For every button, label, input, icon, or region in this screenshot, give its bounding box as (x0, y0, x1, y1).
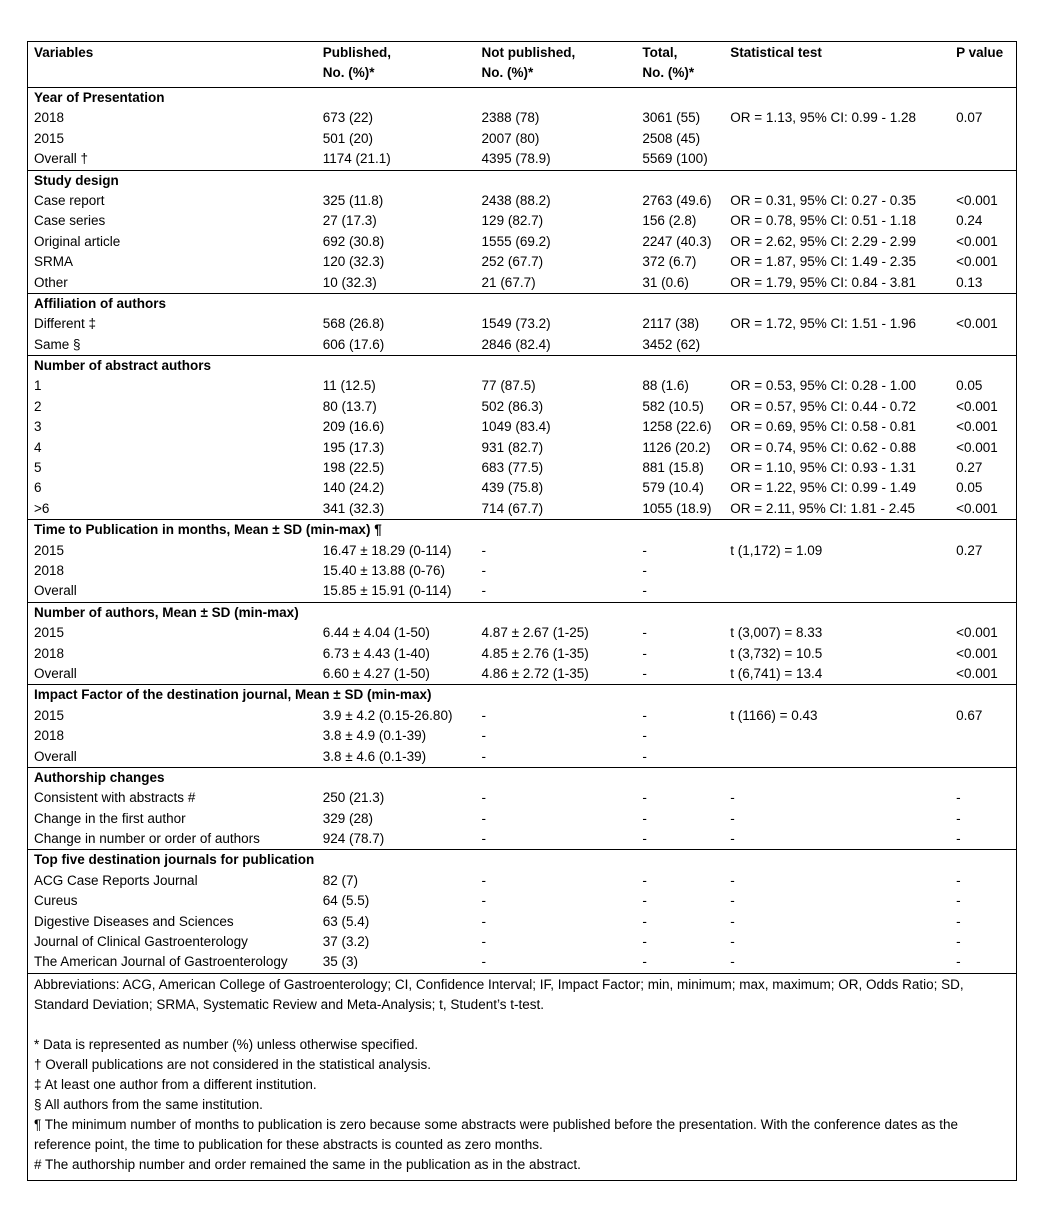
p-value-cell: <0.001 (956, 500, 998, 516)
p-value-cell: 0.24 (956, 213, 983, 229)
footnote-item: # The authorship number and order remained the same in the publication as in the abstract. (34, 1156, 581, 1172)
p-value-cell: - (956, 872, 961, 888)
table-section (28, 768, 1016, 851)
statistical-test-cell: OR = 0.69, 95% CI: 0.58 - 0.81 (730, 419, 917, 435)
p-value-cell: <0.001 (956, 316, 998, 332)
results-table (27, 41, 1017, 1181)
published-cell: 27 (17.3) (322, 213, 377, 229)
statistical-test-cell: OR = 1.72, 95% CI: 1.51 - 1.96 (730, 316, 917, 332)
published-cell: 6.73 ± 4.43 (1-40) (322, 645, 430, 661)
abbreviations-note: Abbreviations: ACG, American College of Gastroenterology; CI, Confidence Interval; IF, Impact Factor; min, minimum; max, maximum; OR, Odds Ratio; SD, Standard Deviation; SRMA, Systematic Review and Meta-Analysis; t, Student’s t-test. (34, 976, 964, 1012)
p-value-cell: <0.001 (956, 419, 998, 435)
total-cell: 1126 (20.2) (642, 439, 711, 455)
variable-cell: 2018 (34, 110, 65, 126)
statistical-test-cell: OR = 2.11, 95% CI: 1.81 - 2.45 (730, 500, 916, 516)
table-section (28, 171, 1016, 294)
statistical-test-cell (730, 335, 956, 355)
statistical-test-cell: OR = 0.53, 95% CI: 0.28 - 1.00 (730, 378, 917, 394)
not-published-cell: 714 (67.7) (481, 500, 544, 516)
published-cell: 1174 (21.1) (322, 151, 391, 167)
published-cell: 341 (32.3) (322, 500, 385, 516)
footnote-item: † Overall publications are not considered in the statistical analysis. (34, 1056, 431, 1072)
variable-cell: Same § (34, 336, 81, 352)
published-cell: 924 (78.7) (322, 831, 385, 847)
not-published-cell: 1549 (73.2) (481, 316, 551, 332)
table-row (28, 108, 1016, 128)
table-row (28, 211, 1016, 231)
p-value-cell (956, 581, 1016, 601)
p-value-cell: <0.001 (956, 233, 998, 249)
total-cell: - (642, 934, 647, 950)
table-row (28, 644, 1016, 664)
published-cell: 80 (13.7) (322, 398, 377, 414)
table-row (28, 561, 1016, 581)
total-cell: - (642, 954, 647, 970)
table-row (28, 581, 1016, 601)
p-value-cell: - (956, 913, 961, 929)
variable-cell: Consistent with abstracts # (34, 790, 196, 806)
table-row (28, 335, 1016, 355)
p-value-cell: - (956, 934, 961, 950)
published-cell: 15.85 ± 15.91 (0-114) (322, 583, 452, 599)
published-cell: 692 (30.8) (322, 233, 385, 249)
not-published-cell: - (481, 810, 487, 826)
total-cell: - (642, 562, 647, 578)
published-cell: 195 (17.3) (322, 439, 385, 455)
published-cell: 10 (32.3) (322, 274, 377, 290)
total-cell: - (642, 913, 647, 929)
header-statistical-test: Statistical test (730, 45, 822, 60)
table-row (28, 664, 1016, 684)
not-published-cell: 4395 (78.9) (481, 151, 551, 167)
not-published-cell: - (481, 583, 487, 599)
p-value-cell (956, 726, 1016, 746)
variable-cell: 2 (34, 398, 42, 414)
table-header (28, 42, 1016, 88)
table-row (28, 149, 1016, 169)
p-value-cell: - (956, 954, 961, 970)
published-cell: 6.60 ± 4.27 (1-50) (322, 665, 430, 681)
statistical-test-cell (730, 561, 956, 581)
published-cell: 3.8 ± 4.6 (0.1-39) (322, 748, 427, 764)
statistical-test-cell: - (730, 872, 735, 888)
table-footnotes (28, 974, 1016, 1175)
p-value-cell: <0.001 (956, 645, 998, 661)
published-cell: 3.8 ± 4.9 (0.1-39) (322, 728, 427, 744)
p-value-cell (956, 149, 1016, 169)
total-cell: 3452 (62) (642, 336, 701, 352)
table-row (28, 314, 1016, 334)
total-cell: 2763 (49.6) (642, 192, 712, 208)
not-published-cell: 931 (82.7) (481, 439, 544, 455)
p-value-cell: 0.13 (956, 274, 983, 290)
variable-cell: Overall (34, 583, 77, 599)
statistical-test-cell: - (730, 790, 735, 806)
not-published-cell: 439 (75.8) (481, 480, 544, 496)
table-section (28, 603, 1016, 686)
variable-cell: 1 (34, 378, 42, 394)
variable-cell: Digestive Diseases and Sciences (34, 913, 234, 929)
footnote-list (34, 1035, 1010, 1175)
p-value-cell: 0.05 (956, 480, 983, 496)
statistical-test-cell: OR = 1.13, 95% CI: 0.99 - 1.28 (730, 110, 917, 126)
table-row (28, 252, 1016, 272)
table-row (28, 478, 1016, 498)
published-cell: 198 (22.5) (322, 460, 385, 476)
header-variables: Variables (34, 45, 94, 60)
not-published-cell: - (481, 542, 487, 558)
table-row (28, 809, 1016, 829)
variable-cell: Cureus (34, 893, 78, 909)
variable-cell: 2015 (34, 542, 65, 558)
published-cell: 501 (20) (322, 130, 373, 146)
p-value-cell: 0.67 (956, 707, 983, 723)
not-published-cell: - (481, 562, 487, 578)
variable-cell: Case series (34, 213, 106, 229)
total-cell: - (642, 748, 647, 764)
variable-cell: Overall (34, 748, 77, 764)
not-published-cell: - (481, 728, 487, 744)
statistical-test-cell: - (730, 934, 735, 950)
published-cell: 16.47 ± 18.29 (0-114) (322, 542, 452, 558)
total-cell: - (642, 790, 647, 806)
p-value-cell: 0.07 (956, 110, 983, 126)
p-value-cell: - (956, 790, 961, 806)
p-value-cell (956, 335, 1016, 355)
total-cell: 3061 (55) (642, 110, 701, 126)
not-published-cell: 2438 (88.2) (481, 192, 551, 208)
header-not-published (482, 42, 643, 87)
published-cell: 3.9 ± 4.2 (0.15-26.80) (322, 707, 453, 723)
not-published-cell: - (481, 954, 487, 970)
total-cell: 1258 (22.6) (642, 419, 712, 435)
p-value-cell: <0.001 (956, 439, 998, 455)
statistical-test-cell: t (3,007) = 8.33 (730, 625, 823, 641)
total-cell: 2247 (40.3) (642, 233, 712, 249)
variable-cell: Change in the first author (34, 810, 186, 826)
variable-cell: ACG Case Reports Journal (34, 872, 198, 888)
table-row (28, 191, 1016, 211)
statistical-test-cell: OR = 1.22, 95% CI: 0.99 - 1.49 (730, 480, 917, 496)
table-row (28, 623, 1016, 643)
statistical-test-cell: t (1,172) = 1.09 (730, 542, 823, 558)
table-row (28, 952, 1016, 972)
variable-cell: 2015 (34, 625, 65, 641)
header-published-label: Published, (322, 45, 391, 60)
p-value-cell: <0.001 (956, 398, 998, 414)
p-value-cell: 0.05 (956, 378, 983, 394)
statistical-test-cell: OR = 1.10, 95% CI: 0.93 - 1.31 (730, 460, 917, 476)
header-total (642, 42, 730, 87)
published-cell: 250 (21.3) (322, 790, 385, 806)
header-total-label: Total, (642, 45, 678, 60)
total-cell: 881 (15.8) (642, 460, 704, 476)
total-cell: 156 (2.8) (642, 213, 697, 229)
footnote-item: § All authors from the same institution. (34, 1096, 263, 1112)
published-cell: 82 (7) (322, 872, 358, 888)
total-cell: - (642, 893, 647, 909)
total-cell: - (642, 665, 647, 681)
header-p-value: P value (956, 45, 1004, 60)
statistical-test-cell: - (730, 954, 735, 970)
total-cell: - (642, 707, 647, 723)
not-published-cell: 4.85 ± 2.76 (1-35) (481, 645, 589, 661)
table-row (28, 829, 1016, 849)
variable-cell: Change in number or order of authors (34, 831, 260, 847)
total-cell: - (642, 645, 647, 661)
header-not-published-label: Not published, (481, 45, 576, 60)
variable-cell: 5 (34, 460, 42, 476)
statistical-test-cell: t (1166) = 0.43 (730, 707, 818, 723)
published-cell: 64 (5.5) (322, 893, 370, 909)
statistical-test-cell: OR = 1.87, 95% CI: 1.49 - 2.35 (730, 254, 917, 270)
section-title: Number of authors, Mean ± SD (min-max) (34, 604, 299, 620)
variable-cell: 2018 (34, 562, 65, 578)
not-published-cell: 2007 (80) (481, 130, 540, 146)
total-cell: 579 (10.4) (642, 480, 704, 496)
table-section (28, 356, 1016, 520)
table-row (28, 232, 1016, 252)
variable-cell: Original article (34, 233, 121, 249)
total-cell: 582 (10.5) (642, 398, 704, 414)
statistical-test-cell (730, 129, 956, 149)
total-cell: - (642, 583, 647, 599)
section-title: Authorship changes (34, 769, 165, 785)
footnote-item: * Data is represented as number (%) unless otherwise specified. (34, 1036, 419, 1052)
table-section (28, 520, 1016, 603)
statistical-test-cell: t (3,732) = 10.5 (730, 645, 823, 661)
header-published-sub: No. (%)* (322, 65, 375, 80)
total-cell: - (642, 542, 647, 558)
table-row (28, 706, 1016, 726)
variable-cell: Case report (34, 192, 105, 208)
published-cell: 37 (3.2) (322, 934, 370, 950)
variable-cell: 4 (34, 439, 42, 455)
published-cell: 120 (32.3) (322, 254, 385, 270)
variable-cell: 2015 (34, 707, 65, 723)
variable-cell: 2015 (34, 130, 65, 146)
total-cell: 2117 (38) (642, 316, 700, 332)
variable-cell: Overall (34, 665, 77, 681)
statistical-test-cell: - (730, 831, 735, 847)
section-title: Top five destination journals for publication (34, 852, 315, 868)
section-title: Affiliation of authors (34, 295, 166, 311)
p-value-cell: - (956, 810, 961, 826)
variable-cell: Different ‡ (34, 316, 97, 332)
not-published-cell: 4.86 ± 2.72 (1-35) (481, 665, 589, 681)
published-cell: 673 (22) (322, 110, 373, 126)
published-cell: 568 (26.8) (322, 316, 385, 332)
table-row (28, 788, 1016, 808)
statistical-test-cell (730, 581, 956, 601)
table-row (28, 417, 1016, 437)
statistical-test-cell (730, 149, 956, 169)
p-value-cell: - (956, 893, 961, 909)
table-row (28, 726, 1016, 746)
variable-cell: 6 (34, 480, 42, 496)
statistical-test-cell: OR = 0.57, 95% CI: 0.44 - 0.72 (730, 398, 917, 414)
table-row (28, 891, 1016, 911)
not-published-cell: 683 (77.5) (481, 460, 544, 476)
table-row (28, 747, 1016, 767)
published-cell: 329 (28) (322, 810, 373, 826)
not-published-cell: 1049 (83.4) (481, 419, 551, 435)
table-row (28, 871, 1016, 891)
total-cell: 31 (0.6) (642, 274, 689, 290)
total-cell: - (642, 625, 647, 641)
table-body (28, 88, 1016, 974)
table-row (28, 438, 1016, 458)
variable-cell: Journal of Clinical Gastroenterology (34, 934, 248, 950)
not-published-cell: 129 (82.7) (481, 213, 544, 229)
p-value-cell: <0.001 (956, 254, 998, 270)
statistical-test-cell: - (730, 893, 735, 909)
variable-cell: The American Journal of Gastroenterology (34, 954, 288, 970)
not-published-cell: 1555 (69.2) (481, 233, 551, 249)
not-published-cell: - (481, 790, 487, 806)
footnote-item: ‡ At least one author from a different institution. (34, 1076, 317, 1092)
total-cell: - (642, 810, 647, 826)
total-cell: - (642, 872, 647, 888)
statistical-test-cell: - (730, 810, 735, 826)
not-published-cell: 252 (67.7) (481, 254, 544, 270)
not-published-cell: - (481, 831, 487, 847)
header-not-published-sub: No. (%)* (481, 65, 534, 80)
table-section (28, 685, 1016, 768)
statistical-test-cell: OR = 0.78, 95% CI: 0.51 - 1.18 (730, 213, 917, 229)
not-published-cell: 502 (86.3) (481, 398, 544, 414)
published-cell: 325 (11.8) (322, 192, 384, 208)
published-cell: 11 (12.5) (322, 378, 376, 394)
statistical-test-cell: OR = 2.62, 95% CI: 2.29 - 2.99 (730, 233, 917, 249)
variable-cell: Other (34, 274, 68, 290)
variable-cell: 2018 (34, 728, 65, 744)
p-value-cell: 0.27 (956, 542, 983, 558)
total-cell: 372 (6.7) (642, 254, 697, 270)
header-total-sub: No. (%)* (642, 65, 695, 80)
published-cell: 63 (5.4) (322, 913, 370, 929)
section-title: Time to Publication in months, Mean ± SD (min-max) ¶ (34, 522, 382, 538)
not-published-cell: 77 (87.5) (481, 378, 536, 394)
variable-cell: 2018 (34, 645, 65, 661)
table-row (28, 129, 1016, 149)
footnote-item: ¶ The minimum number of months to publication is zero because some abstracts were published before the presentation. With the conference dates as the reference point, the time to publication for these abstracts is counted as zero months. (34, 1116, 958, 1152)
p-value-cell: - (956, 831, 961, 847)
not-published-cell: 21 (67.7) (481, 274, 536, 290)
p-value-cell (956, 747, 1016, 767)
table-row (28, 458, 1016, 478)
statistical-test-cell: t (6,741) = 13.4 (730, 665, 823, 681)
table-row (28, 932, 1016, 952)
table-row (28, 541, 1016, 561)
statistical-test-cell: OR = 1.79, 95% CI: 0.84 - 3.81 (730, 274, 917, 290)
section-title: Number of abstract authors (34, 358, 212, 374)
table-section (28, 850, 1016, 973)
section-title: Study design (34, 172, 119, 188)
published-cell: 140 (24.2) (322, 480, 385, 496)
published-cell: 35 (3) (322, 954, 358, 970)
total-cell: 5569 (100) (642, 151, 708, 167)
total-cell: 1055 (18.9) (642, 500, 712, 516)
variable-cell: Overall † (34, 151, 89, 167)
statistical-test-cell: OR = 0.74, 95% CI: 0.62 - 0.88 (730, 439, 917, 455)
statistical-test-cell: - (730, 913, 735, 929)
published-cell: 15.40 ± 13.88 (0-76) (322, 562, 445, 578)
table-section (28, 294, 1016, 356)
total-cell: 88 (1.6) (642, 378, 689, 394)
p-value-cell: <0.001 (956, 625, 998, 641)
total-cell: 2508 (45) (642, 130, 701, 146)
not-published-cell: 2388 (78) (481, 110, 540, 126)
p-value-cell: <0.001 (956, 665, 998, 681)
table-row (28, 499, 1016, 519)
p-value-cell: 0.27 (956, 460, 983, 476)
statistical-test-cell (730, 747, 956, 767)
not-published-cell: - (481, 893, 487, 909)
header-published (323, 42, 482, 87)
variable-cell: 3 (34, 419, 42, 435)
not-published-cell: 2846 (82.4) (481, 336, 551, 352)
published-cell: 209 (16.6) (322, 419, 385, 435)
not-published-cell: - (481, 748, 487, 764)
p-value-cell (956, 561, 1016, 581)
published-cell: 606 (17.6) (322, 336, 385, 352)
published-cell: 6.44 ± 4.04 (1-50) (322, 625, 430, 641)
p-value-cell (956, 129, 1016, 149)
statistical-test-cell (730, 726, 956, 746)
p-value-cell: <0.001 (956, 192, 998, 208)
table-row (28, 397, 1016, 417)
variable-cell: >6 (34, 500, 50, 516)
table-section (28, 88, 1016, 171)
section-title: Impact Factor of the destination journal, Mean ± SD (min-max) (34, 687, 432, 703)
total-cell: - (642, 831, 647, 847)
table-row (28, 273, 1016, 293)
total-cell: - (642, 728, 647, 744)
not-published-cell: - (481, 872, 487, 888)
table-row (28, 376, 1016, 396)
table-row (28, 912, 1016, 932)
section-title: Year of Presentation (34, 90, 165, 105)
variable-cell: SRMA (34, 254, 74, 270)
not-published-cell: - (481, 934, 487, 950)
not-published-cell: - (481, 913, 487, 929)
not-published-cell: - (481, 707, 487, 723)
not-published-cell: 4.87 ± 2.67 (1-25) (481, 625, 589, 641)
statistical-test-cell: OR = 0.31, 95% CI: 0.27 - 0.35 (730, 192, 917, 208)
